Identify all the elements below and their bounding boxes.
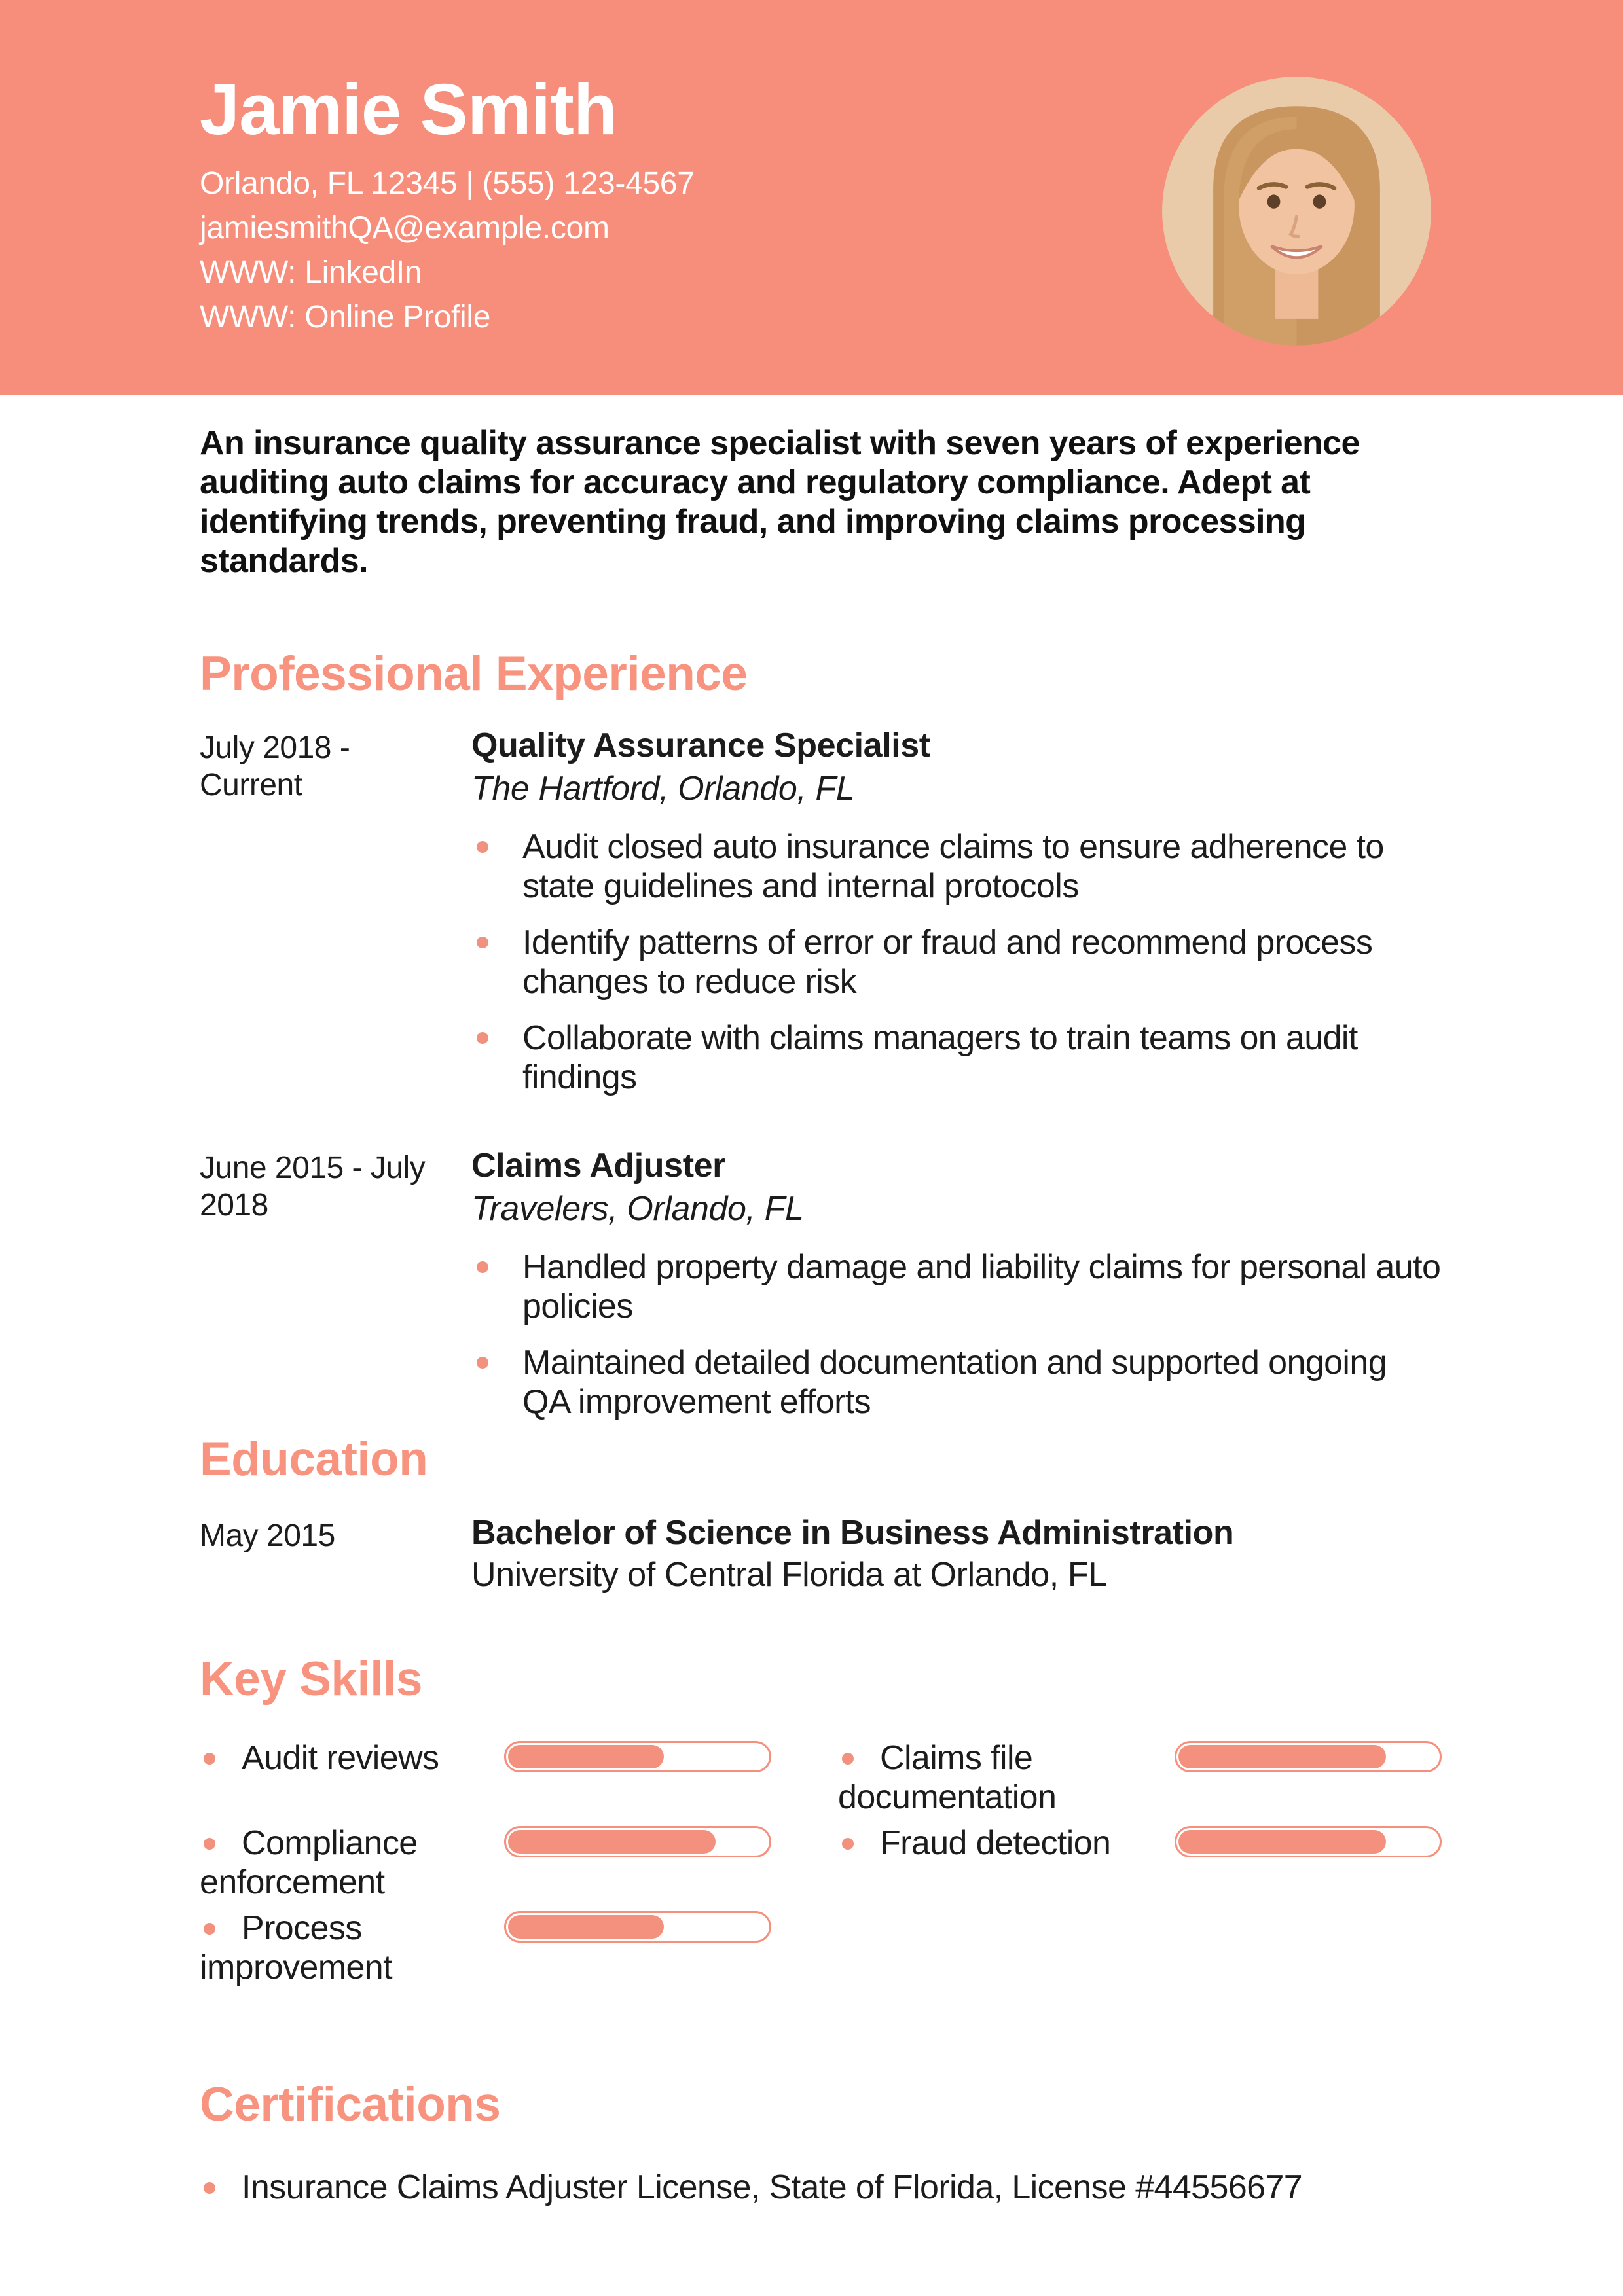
bullet-dot-icon <box>477 937 488 948</box>
job-bullet-list <box>471 1247 1442 1422</box>
certification-text: Insurance Claims Adjuster License, State of Florida, License #44556677 <box>242 2168 1303 2206</box>
skill-level-fill <box>1178 1830 1386 1854</box>
skill-item <box>200 1909 771 1994</box>
bullet-dot-icon <box>477 841 488 853</box>
skill-level-fill <box>508 1830 716 1854</box>
bullet-dot-icon <box>842 1838 854 1850</box>
skill-level-bar <box>504 1911 771 1943</box>
skill-item <box>200 1738 771 1823</box>
contact-website-linkedin: WWW: LinkedIn <box>200 255 422 290</box>
contact-website-profile: WWW: Online Profile <box>200 300 491 334</box>
job-details <box>471 1144 1442 1422</box>
candidate-name: Jamie Smith <box>200 69 617 150</box>
job-bullet <box>471 923 1442 1001</box>
skill-item <box>200 1823 771 1909</box>
education-entry <box>200 1512 1442 1596</box>
skill-name: Compliance enforcement <box>200 1824 418 1901</box>
job-bullet <box>471 1343 1442 1422</box>
job-title: Quality Assurance Specialist <box>471 726 930 764</box>
job-title: Claims Adjuster <box>471 1147 725 1185</box>
professional-summary: An insurance quality assurance specialist with seven years of experience auditing auto claims for accuracy and regulatory compliance. Adept at identifying trends, preventing fraud, and improving claims processing standards. <box>200 424 1360 580</box>
contact-location-phone: Orlando, FL 12345 | (555) 123-4567 <box>200 166 695 201</box>
job-bullet <box>471 1247 1442 1326</box>
bullet-dot-icon <box>477 1032 488 1044</box>
skill-name: Claims file documentation <box>838 1739 1057 1816</box>
skill-item <box>838 1823 1442 1909</box>
bullet-dot-icon <box>204 1753 215 1765</box>
bullet-dot-icon <box>204 2182 215 2194</box>
resume-body <box>0 423 1623 2207</box>
section-heading-education: Education <box>200 1433 428 1486</box>
skill-label <box>200 1909 504 1987</box>
skill-name: Fraud detection <box>880 1824 1111 1862</box>
job-details <box>471 724 1442 1097</box>
skill-name: Process improvement <box>200 1909 392 1986</box>
job-dates: June 2015 - July 2018 <box>200 1151 426 1223</box>
job-bullet-text: Handled property damage and liability claims for personal auto policies <box>522 1248 1441 1325</box>
skill-level-bar <box>504 1741 771 1772</box>
education-degree: Bachelor of Science in Business Administration <box>471 1514 1234 1552</box>
job-bullet-text: Audit closed auto insurance claims to ensure adherence to state guidelines and internal protocols <box>522 828 1384 905</box>
job-bullet <box>471 1018 1442 1097</box>
job-company: Travelers, Orlando, FL <box>471 1190 804 1228</box>
experience-entry <box>200 724 1442 1097</box>
skill-level-bar <box>1175 1826 1442 1857</box>
job-bullet-text: Collaborate with claims managers to train teams on audit findings <box>522 1019 1358 1096</box>
skill-level-bar <box>1175 1741 1442 1772</box>
section-heading-skills: Key Skills <box>200 1653 422 1706</box>
bullet-dot-icon <box>477 1357 488 1369</box>
education-details <box>471 1512 1442 1596</box>
job-company: The Hartford, Orlando, FL <box>471 770 855 808</box>
skill-label <box>200 1738 504 1778</box>
job-bullet-list <box>471 827 1442 1097</box>
certification-item <box>200 2168 1442 2207</box>
experience-entry <box>200 1144 1442 1422</box>
section-heading-certifications: Certifications <box>200 2078 501 2131</box>
skill-level-bar <box>504 1826 771 1857</box>
bullet-dot-icon <box>842 1753 854 1765</box>
skill-level-fill <box>508 1745 664 1768</box>
bullet-dot-icon <box>204 1923 215 1935</box>
profile-photo-illustration <box>1162 77 1431 346</box>
skill-level-fill <box>508 1915 664 1939</box>
contact-email: jamiesmithQA@example.com <box>200 211 610 245</box>
education-school: University of Central Florida at Orlando, FL <box>471 1556 1107 1594</box>
skills-grid <box>200 1738 1442 1994</box>
job-dates: July 2018 - Current <box>200 730 350 802</box>
bullet-dot-icon <box>204 1838 215 1850</box>
bullet-dot-icon <box>477 1261 488 1273</box>
education-date: May 2015 <box>200 1518 335 1553</box>
skill-label <box>838 1738 1175 1817</box>
skill-level-fill <box>1178 1745 1386 1768</box>
skill-item <box>838 1738 1442 1823</box>
job-bullet-text: Maintained detailed documentation and supported ongoing QA improvement efforts <box>522 1344 1387 1421</box>
skill-label <box>838 1823 1175 1863</box>
job-bullet-text: Identify patterns of error or fraud and recommend process changes to reduce risk <box>522 924 1373 1001</box>
section-heading-experience: Professional Experience <box>200 647 748 700</box>
skill-label <box>200 1823 504 1902</box>
profile-photo <box>1162 77 1431 346</box>
skill-name: Audit reviews <box>242 1739 439 1777</box>
header-band <box>0 0 1623 395</box>
job-bullet <box>471 827 1442 906</box>
